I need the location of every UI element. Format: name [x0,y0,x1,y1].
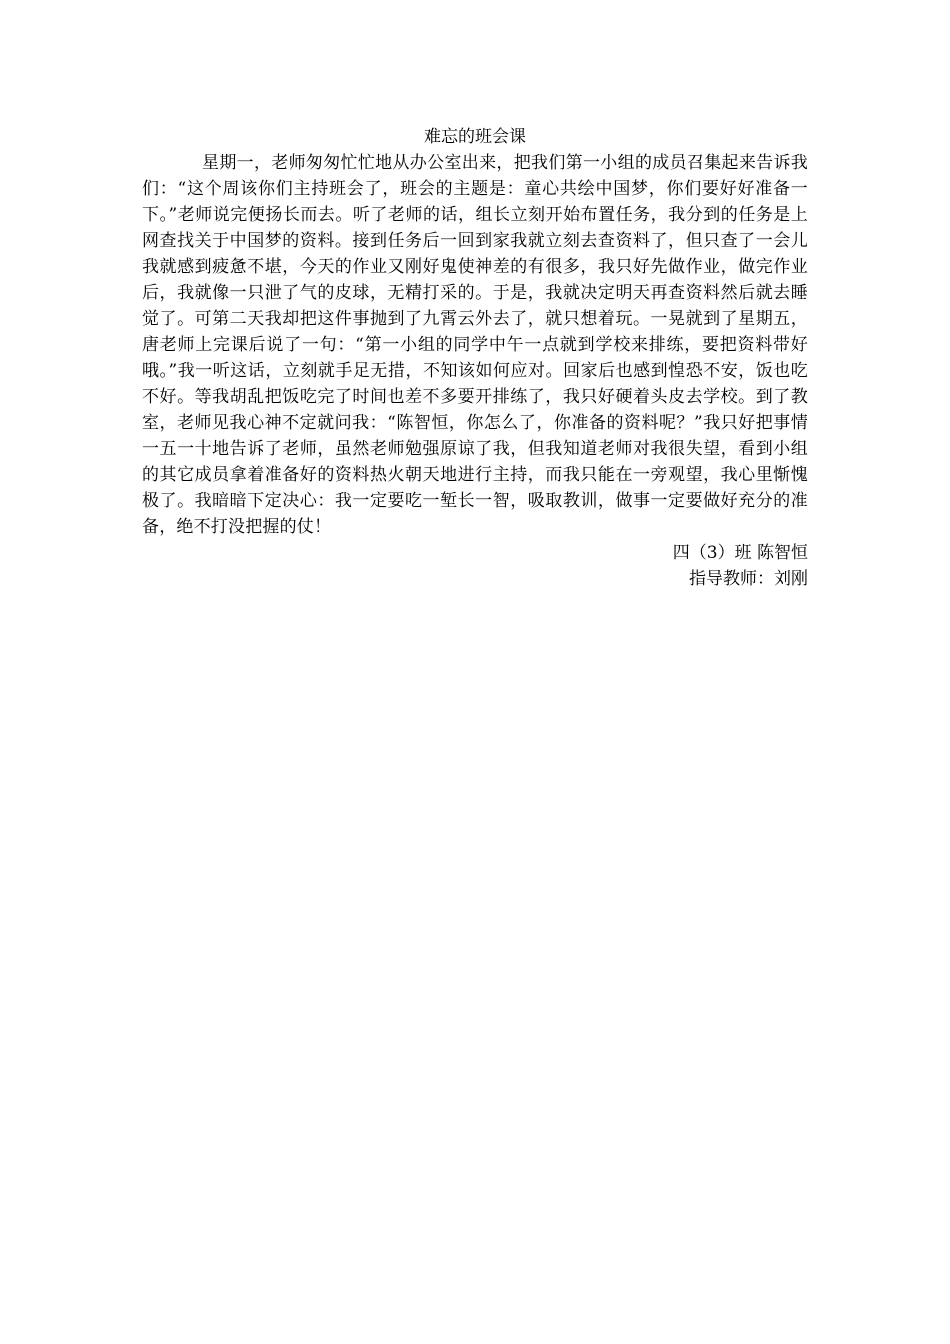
document-content [142,124,808,592]
document-title: 难忘的班会课 [424,127,526,147]
teacher-line: 指导教师：刘刚 [689,569,808,589]
essay-body: 星期一，老师匆匆忙忙地从办公室出来，把我们第一小组的成员召集起来告诉我们：“这个周该你们主持班会了，班会的主题是：童心共绘中国梦，你们要好好准备一下。”老师说完便扬长而去。听了老师的话，组长立刻开始布置任务，我分到的任务是上网查找关于中国梦的资料。接到任务后一回到家我就立刻去查资料了，但只查了一会儿我就感到疲惫不堪，今天的作业又刚好鬼使神差的有很多，我只好先做作业，做完作业后，我就像一只泄了气的皮球，无精打采的。于是，我就决定明天再查资料然后就去睡觉了。可第二天我却把这件事抛到了九霄云外去了，就只想着玩。一晃就到了星期五，唐老师上完课后说了一句：“第一小组的同学中午一点就到学校来排练，要把资料带好哦。”我一听这话，立刻就手足无措，不知该如何应对。回家后也感到惶恐不安，饭也吃不好。等我胡乱把饭吃完了时间也差不多要开排练了，我只好硬着头皮去学校。到了教室，老师见我心神不定就问我：“陈智恒，你怎么了，你准备的资料呢？”我只好把事情一五一十地告诉了老师，虽然老师勉强原谅了我，但我知道老师对我很失望，看到小组的其它成员拿着准备好的资料热火朝天地进行主持，而我只能在一旁观望，我心里惭愧极了。我暗暗下定决心：我一定要吃一堑长一智，吸取教训，做事一定要做好充分的准备，绝不打没把握的仗！ [142,153,808,537]
author-line: 四（3）班 陈智恒 [672,543,808,563]
